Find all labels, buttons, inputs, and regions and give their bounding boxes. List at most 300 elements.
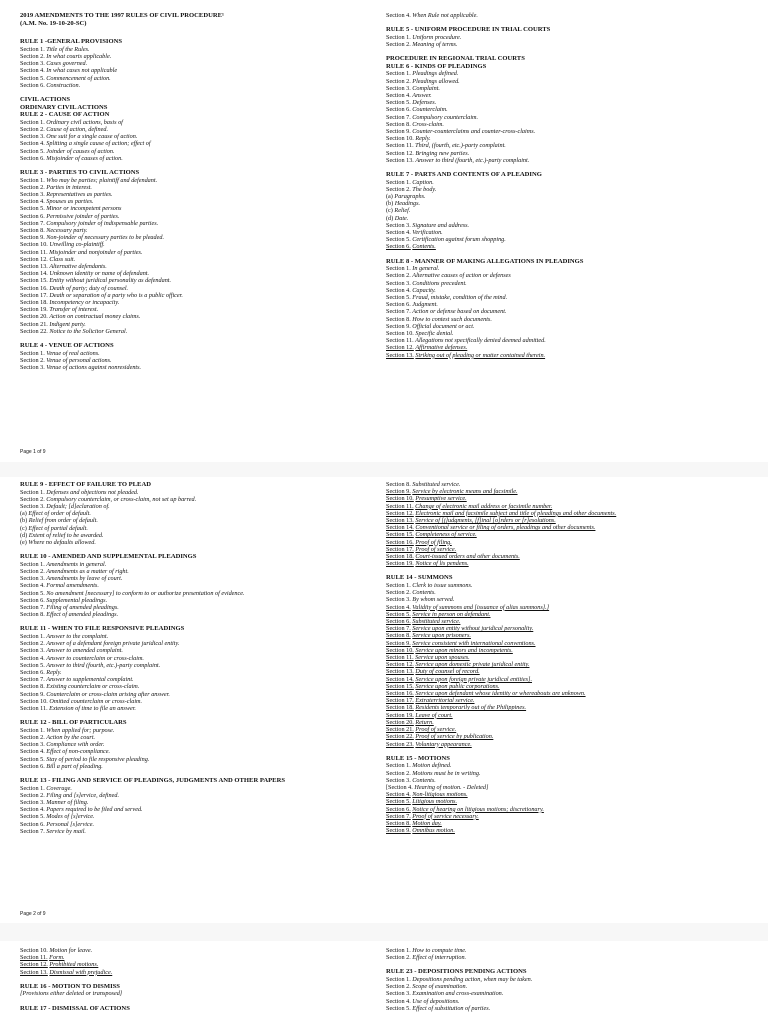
section-title: Splitting a single cause of action; effect of [46, 140, 151, 148]
section-number: Section 9. [386, 322, 411, 330]
section-title: Death of party; duty of counsel. [49, 284, 129, 292]
section-title: Electronic mail and facsimile subject and title of pleadings and other documents. [415, 509, 617, 517]
rule-heading: RULE 8 - MANNER OF MAKING ALLEGATIONS IN PLEADINGS [386, 257, 584, 265]
section-title: Reply. [415, 135, 431, 143]
section-title: Change of electronic mail address or facsimile number. [415, 502, 553, 510]
section-title: Effect of partial default. [28, 524, 88, 532]
section-number: Section 5. [20, 755, 45, 763]
section-title: Permissive joinder of parties. [46, 212, 120, 220]
section-title: Service upon domestic private juridical entity. [415, 661, 530, 669]
section-entry [20, 364, 375, 371]
section-number: Section 1. [386, 265, 411, 273]
section-entry [386, 813, 756, 820]
section-number: Section 8. [386, 819, 411, 827]
section-number: Section 2. [20, 52, 45, 60]
section-entry [386, 596, 756, 603]
section-title: Entity without juridical personality as defendant. [49, 277, 172, 285]
section-number: Section 7. [386, 308, 411, 316]
section-entry [20, 249, 375, 256]
section-entry [20, 561, 375, 568]
section-entry [20, 75, 375, 82]
section-entry [20, 705, 375, 712]
section-entry [386, 280, 756, 287]
section-number: Section 6. [386, 243, 411, 251]
section-title: The body. [412, 185, 437, 193]
section-title: Service by mail. [46, 827, 86, 835]
section-entry [20, 640, 375, 647]
section-title: Conventional service or filing of orders, pleadings and other documents. [415, 524, 596, 532]
rule-heading: RULE 3 - PARTIES TO CIVIL ACTIONS [20, 169, 140, 176]
section-title: Coverage. [46, 784, 72, 792]
section-title: Compulsory joinder of indispensable parties. [46, 219, 159, 227]
section-title: Spouses as parties. [46, 198, 94, 206]
section-entry [20, 813, 375, 820]
section-entry [20, 604, 375, 611]
section-number: Section 9. [386, 639, 411, 647]
section-title: Venue of personal actions. [46, 356, 112, 364]
section-number: Section 15. [20, 277, 48, 285]
section-title: Proof of service by publication. [415, 733, 494, 741]
section-number: Section 12. [20, 961, 48, 969]
rule-heading: RULE 4 - VENUE OF ACTIONS [20, 342, 114, 350]
section-number: Section 1. [386, 33, 411, 41]
section-entry [386, 770, 756, 777]
section-number: Section 5. [20, 205, 45, 213]
section-number: Section 15. [386, 531, 414, 539]
section-title: Pleadings allowed. [412, 77, 460, 85]
section-entry [20, 496, 375, 503]
section-entry [20, 633, 375, 640]
section-title: Omitted counterclaim or cross-claim. [49, 697, 143, 705]
section-entry [20, 525, 375, 532]
section-title: Residents temporarily out of the Philippines. [415, 704, 527, 712]
section-entry [386, 640, 756, 647]
section-number: Section 11. [386, 337, 414, 345]
section-title: Capacity. [412, 286, 436, 294]
section-title: Effect of interruption. [412, 954, 467, 962]
section-title: Supplemental pleadings. [46, 596, 108, 604]
section-list [386, 481, 756, 834]
section-entry [386, 604, 756, 611]
section-title: Signature and address. [412, 221, 470, 229]
section-entry [20, 350, 375, 357]
section-number: Section 13. [386, 351, 414, 359]
section-entry [386, 78, 756, 85]
section-title: Answer to amended complaint. [46, 647, 123, 655]
section-entry [20, 741, 375, 748]
section-entry [386, 135, 756, 142]
section-title: Motion for leave. [49, 947, 93, 954]
section-entry [386, 481, 756, 488]
section-entry [386, 524, 756, 531]
section-number: Section 2. [20, 125, 45, 133]
section-entry [386, 806, 756, 813]
section-number: Section 22. [20, 327, 48, 335]
section-number: Section 4. [386, 791, 411, 799]
rule-heading: RULE 10 - AMENDED AND SUPPLEMENTAL PLEADINGS [20, 553, 197, 561]
section-entry [20, 306, 375, 313]
section-entry [386, 661, 756, 668]
section-title: Counter-counterclaims and counter-cross-claims. [412, 128, 536, 136]
section-title: Venue of real actions. [46, 349, 100, 357]
section-number: Section 16. [386, 690, 414, 698]
section-entry [386, 229, 756, 236]
section-title: Substituted service. [412, 618, 461, 626]
section-entry [386, 618, 756, 625]
section-number: Section 7. [20, 604, 45, 612]
section-entry [20, 177, 375, 184]
section-title: In general. [412, 265, 440, 273]
section-number: Section 2. [386, 954, 411, 962]
section-entry [20, 140, 375, 147]
section-number: Section 9. [20, 690, 45, 698]
section-list [386, 12, 756, 359]
rule-heading: RULE 9 - EFFECT OF FAILURE TO PLEAD [20, 481, 151, 488]
section-entry [386, 308, 756, 315]
section-number: [Section 4. [386, 783, 413, 791]
section-number: Section 5. [386, 236, 411, 244]
section-number: Section 18. [386, 704, 414, 712]
section-number: Section 4. [20, 582, 45, 590]
section-title: Minor or incompetent persons [46, 205, 122, 213]
section-entry [20, 806, 375, 813]
section-title: Substituted service. [412, 481, 461, 488]
section-entry [386, 243, 756, 250]
section-entry [386, 495, 756, 502]
section-entry [386, 128, 756, 135]
section-entry [20, 263, 375, 270]
section-number: Section 9. [386, 827, 411, 835]
section-title: Counterclaim or cross-claim arising after answer. [46, 690, 170, 698]
section-entry [386, 539, 756, 546]
section-number: Section 6. [386, 106, 411, 114]
section-entry [386, 954, 756, 961]
section-title: Dismissal with prejudice. [49, 968, 113, 976]
section-number: (b) [20, 517, 28, 525]
rule-heading: RULE 2 - CAUSE OF ACTION [20, 111, 110, 119]
section-number: Section 3. [386, 596, 411, 604]
section-title: [Provisions either deleted or transposed] [20, 990, 123, 998]
section-number: Section 5. [20, 589, 45, 597]
section-number: Section 3. [20, 799, 45, 807]
section-title: Relief from order of default. [28, 517, 98, 525]
section-number: Section 2. [20, 734, 45, 742]
section-title: Action on contractual money claims. [49, 313, 141, 321]
section-entry [20, 961, 375, 968]
section-number: (b) [386, 200, 394, 208]
section-number: Section 22. [386, 733, 414, 741]
section-number: Section 6. [20, 820, 45, 828]
section-title: Service by electronic means and facsimile. [412, 488, 518, 496]
section-number: Section 4. [386, 92, 411, 99]
section-title: Court-issued orders and other documents. [415, 553, 520, 561]
section-entry [386, 647, 756, 654]
section-number: Section 1. [20, 118, 45, 126]
section-number: Section 6. [20, 596, 45, 604]
section-entry [386, 215, 756, 222]
section-number: Section 1. [386, 976, 411, 983]
section-number: Section 14. [386, 675, 414, 683]
section-entry [386, 316, 756, 323]
section-title: Action or defense based on document. [412, 308, 507, 316]
section-number: Section 5. [20, 147, 45, 155]
section-title: Misjoinder and nonjoinder of parties. [49, 248, 143, 256]
document-page-2 [0, 477, 768, 923]
section-number: Section 4. [20, 654, 45, 662]
section-title: Service in person on defendant. [412, 610, 491, 618]
section-title: Non-joinder of necessary parties to be pleaded. [46, 234, 165, 242]
section-number: Section 2. [20, 640, 45, 648]
section-entry [20, 234, 375, 241]
section-entry [386, 488, 756, 495]
section-title: Third, (fourth, etc.)-party complaint. [415, 142, 506, 150]
section-number: Section 19. [386, 560, 414, 568]
section-entry [20, 748, 375, 755]
section-title: Compulsory counterclaim. [412, 113, 479, 121]
section-entry [386, 741, 756, 748]
section-entry [386, 553, 756, 560]
section-title: Ordinary civil actions, basis of [46, 118, 123, 126]
section-list [20, 38, 375, 371]
section-title: Meaning of terms. [412, 41, 458, 48]
section-number: Section 8. [386, 120, 411, 128]
section-title: Necessary party. [46, 227, 88, 235]
section-entry [386, 179, 756, 186]
section-title: Non-litigious motions. [412, 791, 468, 799]
section-number: Section 3. [20, 60, 45, 68]
section-entry [20, 126, 375, 133]
section-entry [386, 41, 756, 48]
section-entry [20, 590, 375, 597]
rule-heading: RULE 23 - DEPOSITIONS PENDING ACTIONS [386, 968, 527, 976]
section-number: Section 4. [386, 12, 411, 19]
section-title: Counterclaim. [412, 106, 448, 114]
section-number: Section 5. [386, 610, 411, 618]
section-entry [386, 611, 756, 618]
section-title: Motions must be in writing. [412, 769, 481, 777]
section-number: Section 1. [386, 178, 411, 186]
rule-heading: RULE 14 - SUMMONS [386, 574, 453, 582]
section-number: Section 20. [20, 313, 48, 321]
section-number: Section 1. [20, 560, 45, 568]
section-number: Section 2. [20, 356, 45, 364]
section-entry [386, 99, 756, 106]
rule-heading: RULE 12 - BILL OF PARTICULARS [20, 719, 127, 727]
section-title: Service upon defendant whose identity or whereabouts are unknown. [415, 690, 586, 698]
section-title: Title of the Rules. [46, 45, 90, 53]
section-title: Commencement of action. [46, 74, 111, 82]
rule-heading: RULE 13 - FILING AND SERVICE OF PLEADINGS, JUDGMENTS AND OTHER PAPERS [20, 777, 286, 785]
section-entry [386, 654, 756, 661]
section-title: Defenses. [412, 99, 437, 107]
section-number: Section 10. [386, 330, 414, 338]
section-title: Caption. [412, 178, 434, 186]
section-number: Section 1. [386, 762, 411, 770]
section-number: Section 18. [20, 299, 48, 307]
section-title: Modes of [s]ervice. [46, 813, 95, 821]
section-number: Section 8. [20, 611, 45, 619]
section-number: Section 2. [386, 983, 411, 991]
rule-heading: ORDINARY CIVIL ACTIONS [20, 103, 108, 111]
section-number: Section 1. [20, 45, 45, 53]
page-2-left-column [20, 481, 375, 923]
section-entry [386, 121, 756, 128]
section-title: Answer to supplemental complaint. [46, 676, 134, 684]
section-number: Section 9. [20, 234, 45, 242]
section-number: Section 3. [20, 191, 45, 198]
section-entry [386, 186, 756, 193]
section-entry [386, 560, 756, 567]
section-title: Notice to the Solicitor General. [49, 327, 128, 335]
section-title: Answer to third (fourth, etc.)-party complaint. [415, 156, 530, 164]
section-number: Section 1. [20, 633, 45, 641]
section-number: Section 1. [20, 726, 45, 734]
section-title: Existing counterclaim or cross-claim. [46, 683, 140, 691]
section-entry [386, 92, 756, 99]
section-entry [20, 647, 375, 654]
section-entry [20, 532, 375, 539]
section-entry [386, 1005, 756, 1012]
section-number: Section 17. [386, 545, 414, 553]
section-title: Answer. [412, 92, 432, 99]
section-title: Venue of actions against nonresidents. [46, 364, 142, 372]
section-title: Stay of period to file responsive pleading. [46, 755, 150, 763]
section-entry [20, 321, 375, 328]
section-number: Section 4. [20, 67, 45, 75]
section-entry [386, 344, 756, 351]
section-title: When applied for; purpose. [46, 726, 115, 734]
section-number: Section 10. [20, 241, 48, 249]
section-number: Section 3. [20, 503, 45, 510]
section-entry [386, 733, 756, 740]
section-entry [20, 82, 375, 89]
section-title: Answer of a defendant foreign private juridical entity. [46, 640, 180, 648]
section-entry [20, 133, 375, 140]
section-number: Section 4. [386, 229, 411, 237]
page-1-right-column [386, 12, 756, 462]
section-number: Section 9. [386, 128, 411, 136]
section-title: Litigious motions. [412, 798, 457, 806]
section-number: Section 4. [20, 198, 45, 206]
section-entry [20, 662, 375, 669]
section-number: Section 14. [20, 270, 48, 278]
section-title: Proof of filing. [415, 538, 452, 546]
section-number: (d) [386, 214, 394, 222]
section-entry [386, 34, 756, 41]
section-title: Who may be parties; plaintiff and defendant. [46, 176, 158, 184]
section-number: Section 1. [20, 784, 45, 792]
section-title: Depositions pending action, when may be taken. [412, 976, 533, 983]
section-number: Section 3. [20, 575, 45, 583]
section-title: Examination and cross-examination. [412, 990, 504, 998]
section-number: Section 6. [20, 669, 45, 677]
section-entry [386, 676, 756, 683]
section-number: Section 6. [20, 81, 45, 89]
section-number: Section 3. [386, 84, 411, 92]
section-title: Cross-claim. [412, 120, 444, 128]
section-entry [20, 669, 375, 676]
section-title: Leave of court. [415, 711, 453, 719]
section-number: Section 11. [386, 502, 414, 510]
section-entry [386, 106, 756, 113]
section-number: Section 19. [386, 711, 414, 719]
section-entry [386, 697, 756, 704]
section-title: Proof of service. [415, 545, 457, 553]
section-entry [386, 510, 756, 517]
section-entry [20, 792, 375, 799]
section-entry [386, 157, 756, 164]
section-title: Alternative defendants. [49, 263, 107, 271]
section-title: How to compute time. [412, 947, 467, 954]
section-title: Validity of summons and [issuance of alias summons].] [412, 603, 550, 611]
document-page-1 [0, 0, 768, 462]
section-entry [386, 337, 756, 344]
section-number: Section 5. [20, 74, 45, 82]
section-entry [386, 222, 756, 229]
section-number: Section 11. [386, 654, 414, 662]
section-number: Section 13. [20, 968, 48, 976]
section-title: Allegations not specifically denied deemed admitted. [415, 337, 546, 345]
section-number: Section 5. [20, 661, 45, 669]
section-entry [20, 676, 375, 683]
section-title: Indigent party. [49, 320, 86, 328]
section-title: Compulsory counterclaim, or cross-claim, not set up barred. [46, 495, 197, 503]
section-title: Where no defaults allowed. [28, 539, 96, 547]
section-title: Bill a part of pleading. [46, 762, 103, 770]
section-number: Section 17. [20, 291, 48, 299]
section-number: Section 8. [20, 683, 45, 691]
section-entry [386, 301, 756, 308]
section-number: Section 7. [386, 625, 411, 633]
section-number: Section 21. [386, 726, 414, 734]
rule-heading: RULE 17 - DISMISSAL OF ACTIONS [20, 1004, 130, 1012]
section-title: Effect of amended pleadings. [46, 611, 119, 619]
section-title: Omnibus motion. [412, 827, 455, 835]
section-number: Section 7. [20, 219, 45, 227]
section-number: Section 3. [20, 133, 45, 141]
section-number: Section 5. [386, 1004, 411, 1012]
section-entry [20, 277, 375, 284]
section-entry [386, 827, 756, 834]
rule-heading: CIVIL ACTIONS [20, 96, 71, 103]
section-number: Section 4. [20, 140, 45, 148]
page-number: Page 1 of 9 [20, 449, 46, 455]
section-title: Unwilling co-plaintiff. [49, 241, 105, 249]
section-entry [20, 539, 375, 546]
section-entry [386, 142, 756, 149]
section-entry [20, 503, 375, 510]
section-title: Date. [394, 214, 409, 222]
section-title: Effect of order of default. [28, 510, 91, 518]
section-entry [20, 756, 375, 763]
section-title: Fraud, mistake, condition of the mind. [412, 294, 508, 302]
section-title: Amendments as a matter of right. [46, 568, 129, 576]
section-number: Section 6. [386, 805, 411, 813]
section-number: Section 4. [386, 603, 411, 611]
section-number: Section 2. [20, 791, 45, 799]
section-number: (c) [20, 524, 27, 532]
section-title: Transfer of interest. [49, 306, 99, 314]
section-title: Misjoinder of causes of action. [46, 154, 123, 162]
section-title: Motion defined. [412, 762, 452, 770]
rule-heading: RULE 6 - KINDS OF PLEADINGS [386, 62, 487, 70]
section-number: Section 6. [386, 301, 411, 309]
section-title: In what courts applicable. [46, 52, 112, 60]
section-list [20, 947, 375, 1012]
section-entry [386, 272, 756, 279]
section-entry [20, 691, 375, 698]
section-entry [20, 785, 375, 792]
